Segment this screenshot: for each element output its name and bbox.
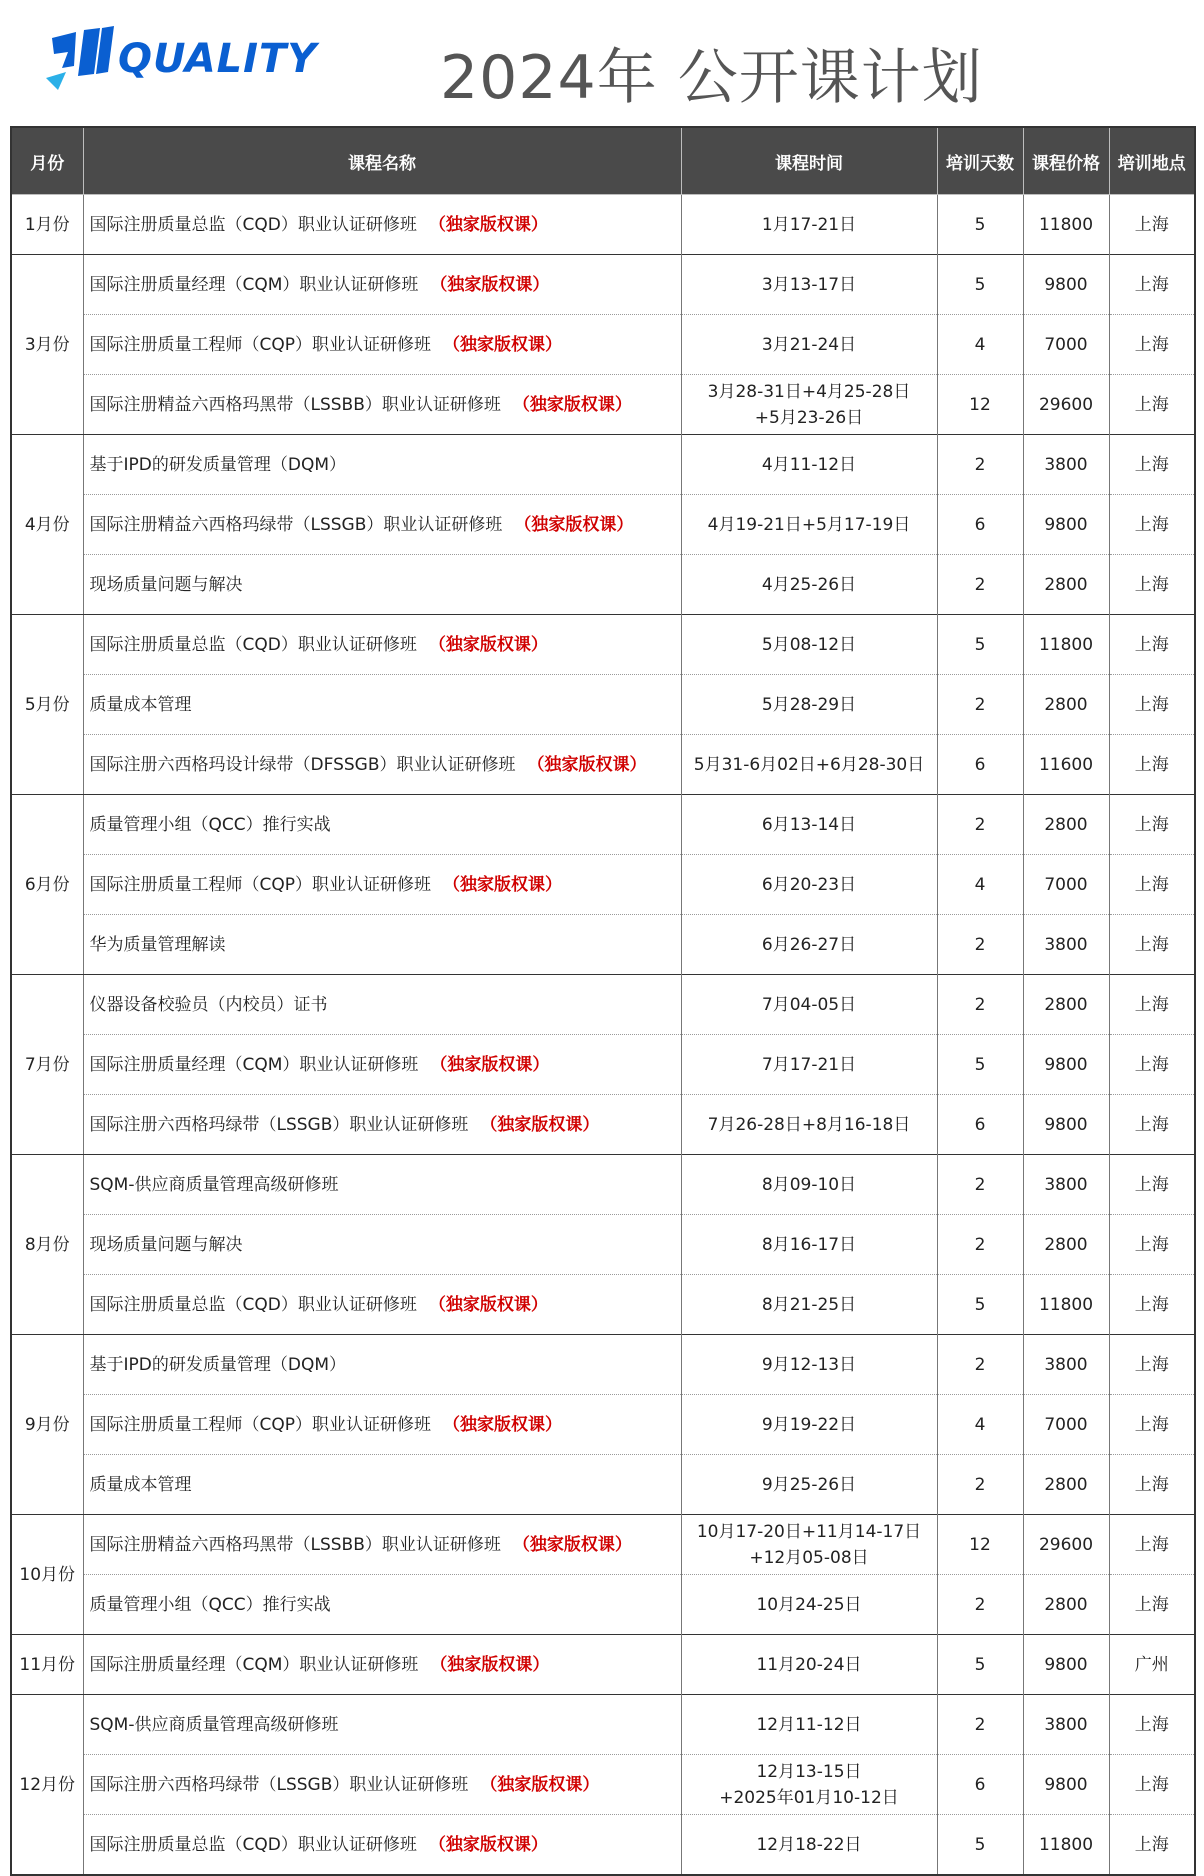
course-time-line: 8月21-25日	[761, 1294, 857, 1315]
exclusive-copyright-tag: （独家版权课）	[443, 1414, 563, 1435]
course-time-cell	[681, 255, 937, 315]
training-days-cell: 2	[937, 795, 1023, 855]
course-name: 仪器设备校验员（内校员）证书	[89, 994, 328, 1015]
training-location-cell: 上海	[1109, 1695, 1195, 1755]
course-time-line: 9月25-26日	[761, 1474, 857, 1495]
course-time-cell	[681, 1335, 937, 1395]
course-name: 国际注册质量总监（CQD）职业认证研修班	[89, 214, 417, 235]
course-price-cell: 11600	[1023, 735, 1109, 795]
course-name: SQM-供应商质量管理高级研修班	[89, 1174, 339, 1195]
course-price-cell: 9800	[1023, 255, 1109, 315]
course-name-cell	[83, 1215, 681, 1275]
course-price-cell: 3800	[1023, 915, 1109, 975]
course-time-cell	[681, 555, 937, 615]
course-name-cell	[83, 855, 681, 915]
column-header-month: 月份	[11, 127, 83, 195]
course-name: 国际注册六西格玛设计绿带（DFSSGB）职业认证研修班	[89, 754, 516, 775]
course-name-cell	[83, 435, 681, 495]
course-name-cell	[83, 675, 681, 735]
table-row	[11, 1335, 1195, 1395]
course-price-cell: 2800	[1023, 1455, 1109, 1515]
table-row	[11, 975, 1195, 1035]
column-header-days: 培训天数	[937, 127, 1023, 195]
training-location-cell: 上海	[1109, 855, 1195, 915]
course-name-cell	[83, 1395, 681, 1455]
table-row	[11, 1695, 1195, 1755]
course-name-cell	[83, 1815, 681, 1876]
training-days-cell: 12	[937, 375, 1023, 435]
table-row	[11, 1275, 1195, 1335]
course-name: 基于IPD的研发质量管理（DQM）	[89, 454, 346, 475]
exclusive-copyright-tag: （独家版权课）	[512, 394, 632, 415]
course-price-cell: 2800	[1023, 675, 1109, 735]
course-name: 现场质量问题与解决	[89, 1234, 243, 1255]
course-time-line: 4月11-12日	[761, 454, 857, 475]
course-name: 国际注册质量经理（CQM）职业认证研修班	[89, 1654, 419, 1675]
course-name-cell	[83, 1335, 681, 1395]
training-days-cell: 5	[937, 1275, 1023, 1335]
table-row	[11, 1155, 1195, 1215]
training-days-cell: 6	[937, 495, 1023, 555]
course-time-line: 10月17-20日+11月14-17日	[696, 1521, 922, 1542]
training-location-cell: 上海	[1109, 1575, 1195, 1635]
training-days-cell: 6	[937, 1755, 1023, 1815]
course-time-line: 1月17-21日	[761, 214, 857, 235]
table-row	[11, 675, 1195, 735]
training-location-cell: 广州	[1109, 1635, 1195, 1695]
course-name: 国际注册精益六西格玛绿带（LSSGB）职业认证研修班	[89, 514, 503, 535]
course-time-line: 7月17-21日	[761, 1054, 857, 1075]
course-name: 质量管理小组（QCC）推行实战	[89, 814, 331, 835]
exclusive-copyright-tag: （独家版权课）	[428, 1834, 548, 1855]
table-row	[11, 795, 1195, 855]
course-price-cell: 9800	[1023, 1755, 1109, 1815]
course-time-line: 9月19-22日	[761, 1414, 857, 1435]
logo-text: QUALITY	[118, 36, 318, 82]
course-name: 国际注册六西格玛绿带（LSSGB）职业认证研修班	[89, 1774, 469, 1795]
course-price-cell: 2800	[1023, 1215, 1109, 1275]
course-time-line: +12月05-08日	[749, 1547, 869, 1568]
course-time-cell	[681, 1215, 937, 1275]
course-time-cell	[681, 1395, 937, 1455]
training-location-cell: 上海	[1109, 1035, 1195, 1095]
exclusive-copyright-tag: （独家版权课）	[428, 1294, 548, 1315]
course-schedule-table	[10, 126, 1196, 1876]
training-location-cell: 上海	[1109, 1155, 1195, 1215]
training-days-cell: 2	[937, 675, 1023, 735]
month-cell: 8月份	[11, 1155, 83, 1335]
training-location-cell: 上海	[1109, 375, 1195, 435]
table-row	[11, 1635, 1195, 1695]
course-name-cell	[83, 1095, 681, 1155]
course-time-line: 7月04-05日	[761, 994, 857, 1015]
course-time-cell	[681, 315, 937, 375]
training-days-cell: 2	[937, 1455, 1023, 1515]
training-days-cell: 2	[937, 1155, 1023, 1215]
table-row	[11, 1215, 1195, 1275]
course-name: 国际注册质量总监（CQD）职业认证研修班	[89, 1834, 417, 1855]
column-header-course: 课程名称	[83, 127, 681, 195]
exclusive-copyright-tag: （独家版权课）	[480, 1114, 600, 1135]
course-time-cell	[681, 375, 937, 435]
course-time-cell	[681, 615, 937, 675]
header	[0, 0, 1204, 126]
training-location-cell: 上海	[1109, 795, 1195, 855]
course-time-line: 6月13-14日	[761, 814, 857, 835]
course-time-line: 10月24-25日	[756, 1594, 862, 1615]
course-price-cell: 2800	[1023, 975, 1109, 1035]
course-name-cell	[83, 1275, 681, 1335]
training-location-cell: 上海	[1109, 975, 1195, 1035]
course-name-cell	[83, 555, 681, 615]
course-price-cell: 2800	[1023, 555, 1109, 615]
course-time-cell	[681, 1575, 937, 1635]
exclusive-copyright-tag: （独家版权课）	[443, 874, 563, 895]
training-days-cell: 4	[937, 315, 1023, 375]
training-location-cell: 上海	[1109, 1095, 1195, 1155]
course-price-cell: 7000	[1023, 1395, 1109, 1455]
course-name-cell	[83, 315, 681, 375]
table-row	[11, 555, 1195, 615]
course-price-cell: 3800	[1023, 435, 1109, 495]
training-days-cell: 2	[937, 1335, 1023, 1395]
course-price-cell: 11800	[1023, 195, 1109, 255]
table-row	[11, 1515, 1195, 1575]
table-row	[11, 1755, 1195, 1815]
exclusive-copyright-tag: （独家版权课）	[480, 1774, 600, 1795]
course-price-cell: 2800	[1023, 1575, 1109, 1635]
course-name-cell	[83, 975, 681, 1035]
exclusive-copyright-tag: （独家版权课）	[430, 274, 550, 295]
table-row	[11, 255, 1195, 315]
month-cell: 7月份	[11, 975, 83, 1155]
month-cell: 9月份	[11, 1335, 83, 1515]
course-name: 国际注册质量经理（CQM）职业认证研修班	[89, 274, 419, 295]
table-row	[11, 315, 1195, 375]
course-time-line: 3月21-24日	[761, 334, 857, 355]
course-name-cell	[83, 1695, 681, 1755]
course-time-line: 12月13-15日	[756, 1761, 862, 1782]
course-time-line: 5月31-6月02日+6月28-30日	[693, 754, 925, 775]
course-time-cell	[681, 1155, 937, 1215]
course-price-cell: 29600	[1023, 375, 1109, 435]
table-row	[11, 435, 1195, 495]
table-row	[11, 915, 1195, 975]
course-price-cell: 3800	[1023, 1155, 1109, 1215]
course-time-cell	[681, 1815, 937, 1876]
training-days-cell: 5	[937, 1035, 1023, 1095]
course-name: 国际注册质量工程师（CQP）职业认证研修班	[89, 874, 432, 895]
training-location-cell: 上海	[1109, 615, 1195, 675]
course-time-line: 12月18-22日	[756, 1834, 862, 1855]
training-location-cell: 上海	[1109, 1275, 1195, 1335]
training-days-cell: 5	[937, 195, 1023, 255]
course-name-cell	[83, 1035, 681, 1095]
course-name-cell	[83, 1755, 681, 1815]
course-price-cell: 3800	[1023, 1695, 1109, 1755]
course-price-cell: 11800	[1023, 615, 1109, 675]
course-name: 国际注册精益六西格玛黑带（LSSBB）职业认证研修班	[89, 394, 501, 415]
course-time-line: +2025年01月10-12日	[719, 1787, 899, 1808]
course-time-line: 3月13-17日	[761, 274, 857, 295]
training-days-cell: 2	[937, 1695, 1023, 1755]
course-name: 基于IPD的研发质量管理（DQM）	[89, 1354, 346, 1375]
course-name-cell	[83, 255, 681, 315]
table-row	[11, 735, 1195, 795]
training-location-cell: 上海	[1109, 1335, 1195, 1395]
course-name-cell	[83, 795, 681, 855]
column-header-time: 课程时间	[681, 127, 937, 195]
course-time-line: 6月20-23日	[761, 874, 857, 895]
course-name: 质量成本管理	[89, 694, 192, 715]
month-cell: 6月份	[11, 795, 83, 975]
course-time-line: 8月09-10日	[761, 1174, 857, 1195]
table-row	[11, 1095, 1195, 1155]
course-name: 质量管理小组（QCC）推行实战	[89, 1594, 331, 1615]
training-days-cell: 4	[937, 855, 1023, 915]
course-time-cell	[681, 195, 937, 255]
table-row	[11, 855, 1195, 915]
training-days-cell: 5	[937, 1635, 1023, 1695]
course-time-line: 9月12-13日	[761, 1354, 857, 1375]
training-location-cell: 上海	[1109, 675, 1195, 735]
training-location-cell: 上海	[1109, 1395, 1195, 1455]
table-row	[11, 1395, 1195, 1455]
course-name-cell	[83, 1575, 681, 1635]
course-name-cell	[83, 915, 681, 975]
course-name: SQM-供应商质量管理高级研修班	[89, 1714, 339, 1735]
course-time-cell	[681, 1455, 937, 1515]
exclusive-copyright-tag: （独家版权课）	[430, 1054, 550, 1075]
exclusive-copyright-tag: （独家版权课）	[514, 514, 634, 535]
training-days-cell: 6	[937, 1095, 1023, 1155]
table-body	[11, 195, 1195, 1876]
training-days-cell: 2	[937, 1215, 1023, 1275]
training-location-cell: 上海	[1109, 495, 1195, 555]
training-days-cell: 2	[937, 915, 1023, 975]
training-days-cell: 5	[937, 615, 1023, 675]
month-cell: 10月份	[11, 1515, 83, 1635]
exclusive-copyright-tag: （独家版权课）	[443, 334, 563, 355]
month-cell: 11月份	[11, 1635, 83, 1695]
logo-mark-icon	[44, 26, 118, 94]
column-header-location: 培训地点	[1109, 127, 1195, 195]
course-name-cell	[83, 1635, 681, 1695]
training-location-cell: 上海	[1109, 555, 1195, 615]
month-cell: 12月份	[11, 1695, 83, 1876]
course-time-cell	[681, 1635, 937, 1695]
course-time-cell	[681, 435, 937, 495]
training-days-cell: 2	[937, 975, 1023, 1035]
table-row	[11, 375, 1195, 435]
column-header-price: 课程价格	[1023, 127, 1109, 195]
course-price-cell: 9800	[1023, 1095, 1109, 1155]
course-time-cell	[681, 915, 937, 975]
course-name: 华为质量管理解读	[89, 934, 226, 955]
course-time-cell	[681, 1095, 937, 1155]
course-time-line: 3月28-31日+4月25-28日	[707, 381, 911, 402]
course-name-cell	[83, 615, 681, 675]
course-time-cell	[681, 1755, 937, 1815]
course-time-line: 12月11-12日	[756, 1714, 862, 1735]
course-time-line: 5月28-29日	[761, 694, 857, 715]
training-days-cell: 4	[937, 1395, 1023, 1455]
course-name-cell	[83, 495, 681, 555]
exclusive-copyright-tag: （独家版权课）	[527, 754, 647, 775]
course-price-cell: 9800	[1023, 495, 1109, 555]
table-row	[11, 195, 1195, 255]
course-time-line: 8月16-17日	[761, 1234, 857, 1255]
exclusive-copyright-tag: （独家版权课）	[430, 1654, 550, 1675]
course-time-cell	[681, 1275, 937, 1335]
exclusive-copyright-tag: （独家版权课）	[428, 634, 548, 655]
quality-logo	[44, 26, 318, 96]
table-row	[11, 1815, 1195, 1876]
training-days-cell: 5	[937, 255, 1023, 315]
course-price-cell: 11800	[1023, 1815, 1109, 1876]
course-time-line: 5月08-12日	[761, 634, 857, 655]
course-name: 现场质量问题与解决	[89, 574, 243, 595]
course-name: 国际注册质量经理（CQM）职业认证研修班	[89, 1054, 419, 1075]
course-time-cell	[681, 675, 937, 735]
training-days-cell: 6	[937, 735, 1023, 795]
course-time-cell	[681, 495, 937, 555]
training-days-cell: 12	[937, 1515, 1023, 1575]
table-row	[11, 495, 1195, 555]
course-time-line: 6月26-27日	[761, 934, 857, 955]
training-location-cell: 上海	[1109, 1755, 1195, 1815]
course-name-cell	[83, 1455, 681, 1515]
course-time-cell	[681, 855, 937, 915]
month-cell: 5月份	[11, 615, 83, 795]
table-row	[11, 1575, 1195, 1635]
training-location-cell: 上海	[1109, 195, 1195, 255]
training-days-cell: 5	[937, 1815, 1023, 1876]
course-name-cell	[83, 195, 681, 255]
course-name-cell	[83, 375, 681, 435]
training-days-cell: 2	[937, 555, 1023, 615]
course-price-cell: 2800	[1023, 795, 1109, 855]
table-row	[11, 1035, 1195, 1095]
training-location-cell: 上海	[1109, 1515, 1195, 1575]
course-time-line: +5月23-26日	[754, 407, 864, 428]
course-time-cell	[681, 1515, 937, 1575]
course-name-cell	[83, 735, 681, 795]
training-location-cell: 上海	[1109, 255, 1195, 315]
month-cell: 3月份	[11, 255, 83, 435]
course-name: 国际注册六西格玛绿带（LSSGB）职业认证研修班	[89, 1114, 469, 1135]
course-time-cell	[681, 735, 937, 795]
course-name: 国际注册精益六西格玛黑带（LSSBB）职业认证研修班	[89, 1534, 501, 1555]
course-time-cell	[681, 795, 937, 855]
training-days-cell: 2	[937, 435, 1023, 495]
course-time-cell	[681, 1035, 937, 1095]
course-time-line: 4月19-21日+5月17-19日	[707, 514, 911, 535]
month-cell: 4月份	[11, 435, 83, 615]
course-name-cell	[83, 1155, 681, 1215]
course-price-cell: 29600	[1023, 1515, 1109, 1575]
course-price-cell: 11800	[1023, 1275, 1109, 1335]
training-location-cell: 上海	[1109, 435, 1195, 495]
course-price-cell: 7000	[1023, 315, 1109, 375]
course-name-cell	[83, 1515, 681, 1575]
course-name: 国际注册质量总监（CQD）职业认证研修班	[89, 1294, 417, 1315]
course-name: 国际注册质量总监（CQD）职业认证研修班	[89, 634, 417, 655]
training-location-cell: 上海	[1109, 1455, 1195, 1515]
course-price-cell: 3800	[1023, 1335, 1109, 1395]
course-time-line: 4月25-26日	[761, 574, 857, 595]
training-location-cell: 上海	[1109, 915, 1195, 975]
training-days-cell: 2	[937, 1575, 1023, 1635]
course-name: 国际注册质量工程师（CQP）职业认证研修班	[89, 334, 432, 355]
course-price-cell: 9800	[1023, 1035, 1109, 1095]
course-time-line: 11月20-24日	[756, 1654, 862, 1675]
training-location-cell: 上海	[1109, 315, 1195, 375]
training-location-cell: 上海	[1109, 1815, 1195, 1876]
training-location-cell: 上海	[1109, 1215, 1195, 1275]
course-price-cell: 7000	[1023, 855, 1109, 915]
exclusive-copyright-tag: （独家版权课）	[512, 1534, 632, 1555]
training-location-cell: 上海	[1109, 735, 1195, 795]
course-price-cell: 9800	[1023, 1635, 1109, 1695]
page-title: 2024年 公开课计划	[440, 43, 983, 113]
table-row	[11, 615, 1195, 675]
course-time-line: 7月26-28日+8月16-18日	[707, 1114, 911, 1135]
course-name: 质量成本管理	[89, 1474, 192, 1495]
table-row	[11, 1455, 1195, 1515]
month-cell: 1月份	[11, 195, 83, 255]
course-time-cell	[681, 1695, 937, 1755]
table-header-row	[11, 127, 1195, 195]
course-name: 国际注册质量工程师（CQP）职业认证研修班	[89, 1414, 432, 1435]
course-time-cell	[681, 975, 937, 1035]
exclusive-copyright-tag: （独家版权课）	[428, 214, 548, 235]
